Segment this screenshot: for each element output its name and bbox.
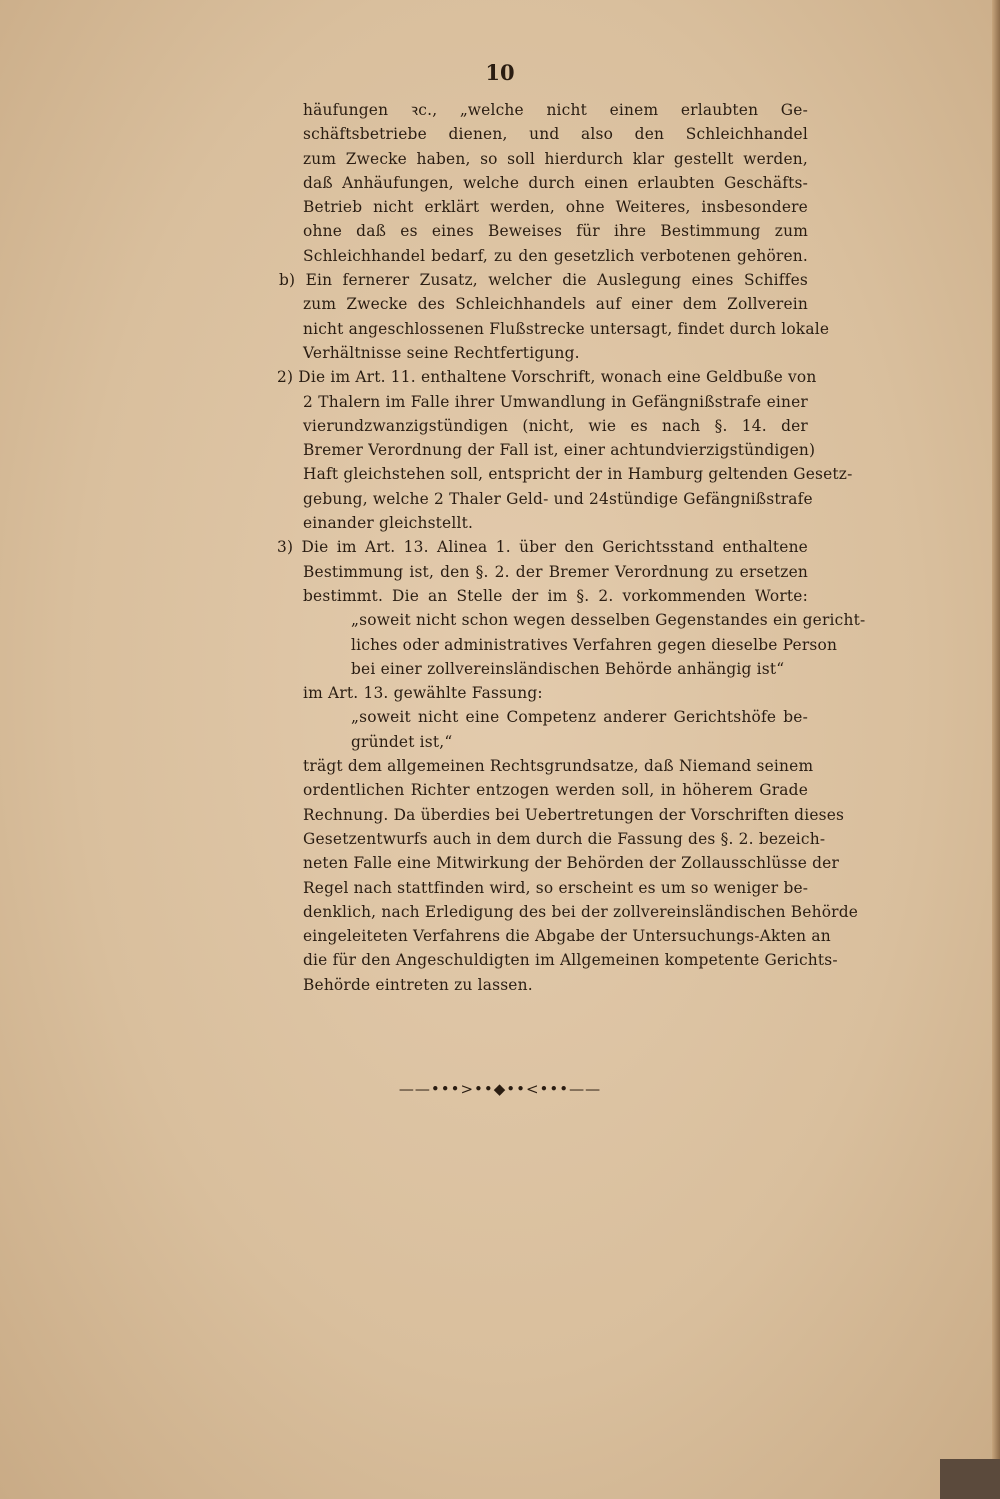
corner-stain [940,1459,1000,1499]
text-line: trägt dem allgemeinen Rechtsgrundsatze, daß Niemand seinem [303,757,814,776]
text-line: Gesetzentwurfs auch in dem durch die Fassung des §. 2. bezeich- [303,829,826,848]
text-line: 2) Die im Art. 11. enthaltene Vorschrift, wonach eine Geldbuße von [277,368,817,387]
text-line: denklich, nach Erledigung des bei der zollvereinsländischen Behörde [303,902,859,921]
text-line: schäftsbetriebe dienen, und also den Schleichhandel [303,125,808,144]
text-line: gebung, welche 2 Thaler Geld- und 24stündige Gefängnißstrafe [303,489,813,508]
text-line: daß Anhäufungen, welche durch einen erlaubten Geschäfts- [303,173,808,192]
text-line: bestimmt. Die an Stelle der im §. 2. vorkommenden Worte: [303,586,808,605]
text-line: Bremer Verordnung der Fall ist, einer achtundvierzigstündigen) [303,441,816,460]
text-line: Haft gleichstehen soll, entspricht der in Hamburg geltenden Gesetz- [303,465,853,484]
text-line: vierundzwanzigstündigen (nicht, wie es nach §. 14. der [303,416,808,435]
page-number: 10 [485,60,515,85]
page-edge-shadow [992,0,1000,1499]
text-line: „soweit nicht eine Competenz anderer Gerichtshöfe be- [351,708,808,727]
text-line: die für den Angeschuldigten im Allgemeinen kompetente Gerichts- [303,951,838,970]
text-line: „soweit nicht schon wegen desselben Gegenstandes ein gericht- [351,611,866,630]
text-line: Regel nach stattfinden wird, so erscheint es um so weniger be- [303,878,809,897]
text-line: Behörde eintreten zu lassen. [303,975,533,994]
text-line: Rechnung. Da überdies bei Uebertretungen der Vorschriften dieses [303,805,845,824]
text-line: einander gleichstellt. [303,514,474,533]
text-line: gründet ist,“ [351,732,453,751]
text-line: Schleichhandel bedarf, zu den gesetzlich verbotenen gehören. [303,246,808,265]
text-line: eingeleiteten Verfahrens die Abgabe der Untersuchungs-Akten an [303,927,831,946]
text-line: neten Falle eine Mitwirkung der Behörden der Zollausschlüsse der [303,854,840,873]
text-line: Verhältnisse seine Rechtfertigung. [303,343,580,362]
text-line: im Art. 13. gewählte Fassung: [303,684,543,703]
text-line: ordentlichen Richter entzogen werden soll, in höherem Grade [303,781,808,800]
text-line: liches oder administratives Verfahren gegen dieselbe Person [351,635,838,654]
text-line: zum Zwecke haben, so soll hierdurch klar gestellt werden, [303,149,808,168]
text-line: bei einer zollvereinsländischen Behörde anhängig ist“ [351,659,785,678]
text-line: häufungen ꝛc., „welche nicht einem erlaubten Ge- [303,101,808,119]
text-line: Betrieb nicht erklärt werden, ohne Weiteres, insbesondere [303,198,808,217]
ornament-divider: ——•••>••◆••<•••—— [398,1080,602,1098]
text-line: nicht angeschlossenen Flußstrecke untersagt, findet durch lokale [303,319,830,338]
text-line: Bestimmung ist, den §. 2. der Bremer Verordnung zu ersetzen [303,562,808,581]
text-line: 3) Die im Art. 13. Alinea 1. über den Gerichtsstand enthaltene [277,538,808,557]
text-line: zum Zwecke des Schleichhandels auf einer dem Zollverein [303,295,808,314]
body-text [277,98,866,997]
text-line: ohne daß es eines Beweises für ihre Bestimmung zum [303,222,808,241]
text-line: b) Ein fernerer Zusatz, welcher die Auslegung eines Schiffes [279,271,808,290]
text-line: 2 Thalern im Falle ihrer Umwandlung in Gefängnißstrafe einer [303,392,808,411]
